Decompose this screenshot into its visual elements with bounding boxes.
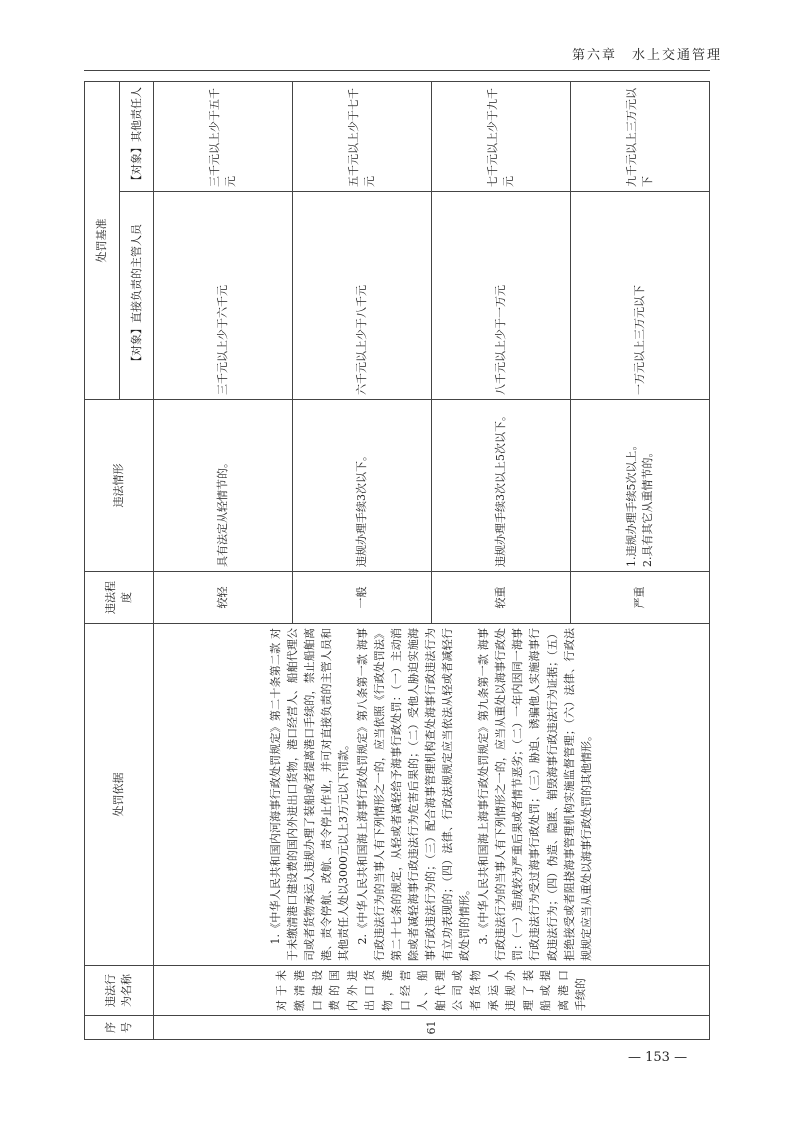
level-degree: 较轻 (154, 572, 293, 624)
header-rule (84, 70, 710, 71)
level-degree: 严重 (571, 572, 710, 624)
page-number: — 153 — (628, 1050, 688, 1065)
level-degree: 较重 (432, 572, 571, 624)
running-head: 第六章 水上交通管理 (571, 48, 722, 63)
header-basis: 处罚依据 (85, 624, 154, 966)
level-other-fine: 五千元以上少于七千元 (293, 82, 432, 192)
level-other-fine: 七千元以上少于九千元 (432, 82, 571, 192)
header-row-1 (85, 82, 120, 1040)
penalty-table-rotated (84, 82, 710, 1040)
level-direct-fine: 一万元以上三万元以下 (571, 192, 710, 400)
header-standard: 处罚基准 (85, 82, 120, 400)
level-other-fine: 三千元以上少于五千元 (154, 82, 293, 192)
header-degree: 违法程度 (85, 572, 154, 624)
basis-clause-2: 2.《中华人民共和国海上海事行政处罚规定》第八条第一款 海事行政违法行为的当事人有下列情形之一的，应当依照《行政处罚法》第二十七条的规定，从轻或者减轻给予海事行政处罚：（一）主动消除或者减轻海事行政违法行为危害后果的；（二）受他人胁迫实施海事行政违法行为的；（三）配合海事管理机构查处海事行政违法行为有立功表现的；（四）法律、行政法规规定应当依法从轻或者减轻行政处罚的情形。 (356, 628, 472, 961)
basis-clause-1: 1.《中华人民共和国内河海事行政处罚规定》第二十条第二款 对于未缴清港口建设费的国内外进出口货物，港口经营人、船舶代理公司或者货物承运人违规办理了装船或者提离港口手续的，禁止船舶离港、责令停航、改航、责令停止作业，并可对直接负责的主管人员和其他责任人处以3000元以上3万元以下罚款。 (268, 628, 350, 961)
header-target-direct: 【对象】直接负责的主管人员 (119, 192, 154, 400)
level-direct-fine: 八千元以上少于一万元 (432, 192, 571, 400)
basis-clause-3: 3.《中华人民共和国海上海事行政处罚规定》第九条第一款 海事行政违法行为的当事人有下列情形之一的，应当从重处以海事行政处罚：（一）造成较为严重后果或者情节恶劣；（二）一年内因同一海事行政违法行为受过海事行政处罚；（三）胁迫、诱骗他人实施海事行政违法行为；（四）伪造、隐匿、销毁海事行政违法行为证据；（五）拒绝接受或者阻挠海事管理机构实施监督管理；（六）法律、行政法规规定应当从重处以海事行政处罚的其他情形。 (477, 628, 593, 961)
table-row (154, 82, 293, 1040)
level-circumstance: 违规办理手续3次以上5次以下。 (432, 400, 571, 572)
level-direct-fine: 三千元以上少于六千元 (154, 192, 293, 400)
level-circumstance: 1.违规办理手续5次以上。 2.具有其它从重情节的。 (571, 400, 710, 572)
header-target-other: 【对象】其他责任人 (119, 82, 154, 192)
header-name: 违法行为名称 (85, 966, 154, 1016)
row-seq: 61 (154, 1016, 710, 1040)
row-violation-name: 对于未缴清港口建设费的国内外进出口货物，港口经营人、船舶代理公司或者货物承运人违规办理了装船或提离港口手续的 (154, 966, 710, 1016)
level-circumstance: 违规办理手续3次以下。 (293, 400, 432, 572)
level-other-fine: 九千元以上三万元以下 (571, 82, 710, 192)
level-degree: 一般 (293, 572, 432, 624)
level-circumstance: 具有法定从轻情节的。 (154, 400, 293, 572)
header-seq: 序号 (85, 1016, 154, 1040)
row-penalty-basis (154, 624, 710, 966)
header-circumstance: 违法情形 (85, 400, 154, 572)
level-direct-fine: 六千元以上少于八千元 (293, 192, 432, 400)
penalty-table (84, 81, 710, 1040)
